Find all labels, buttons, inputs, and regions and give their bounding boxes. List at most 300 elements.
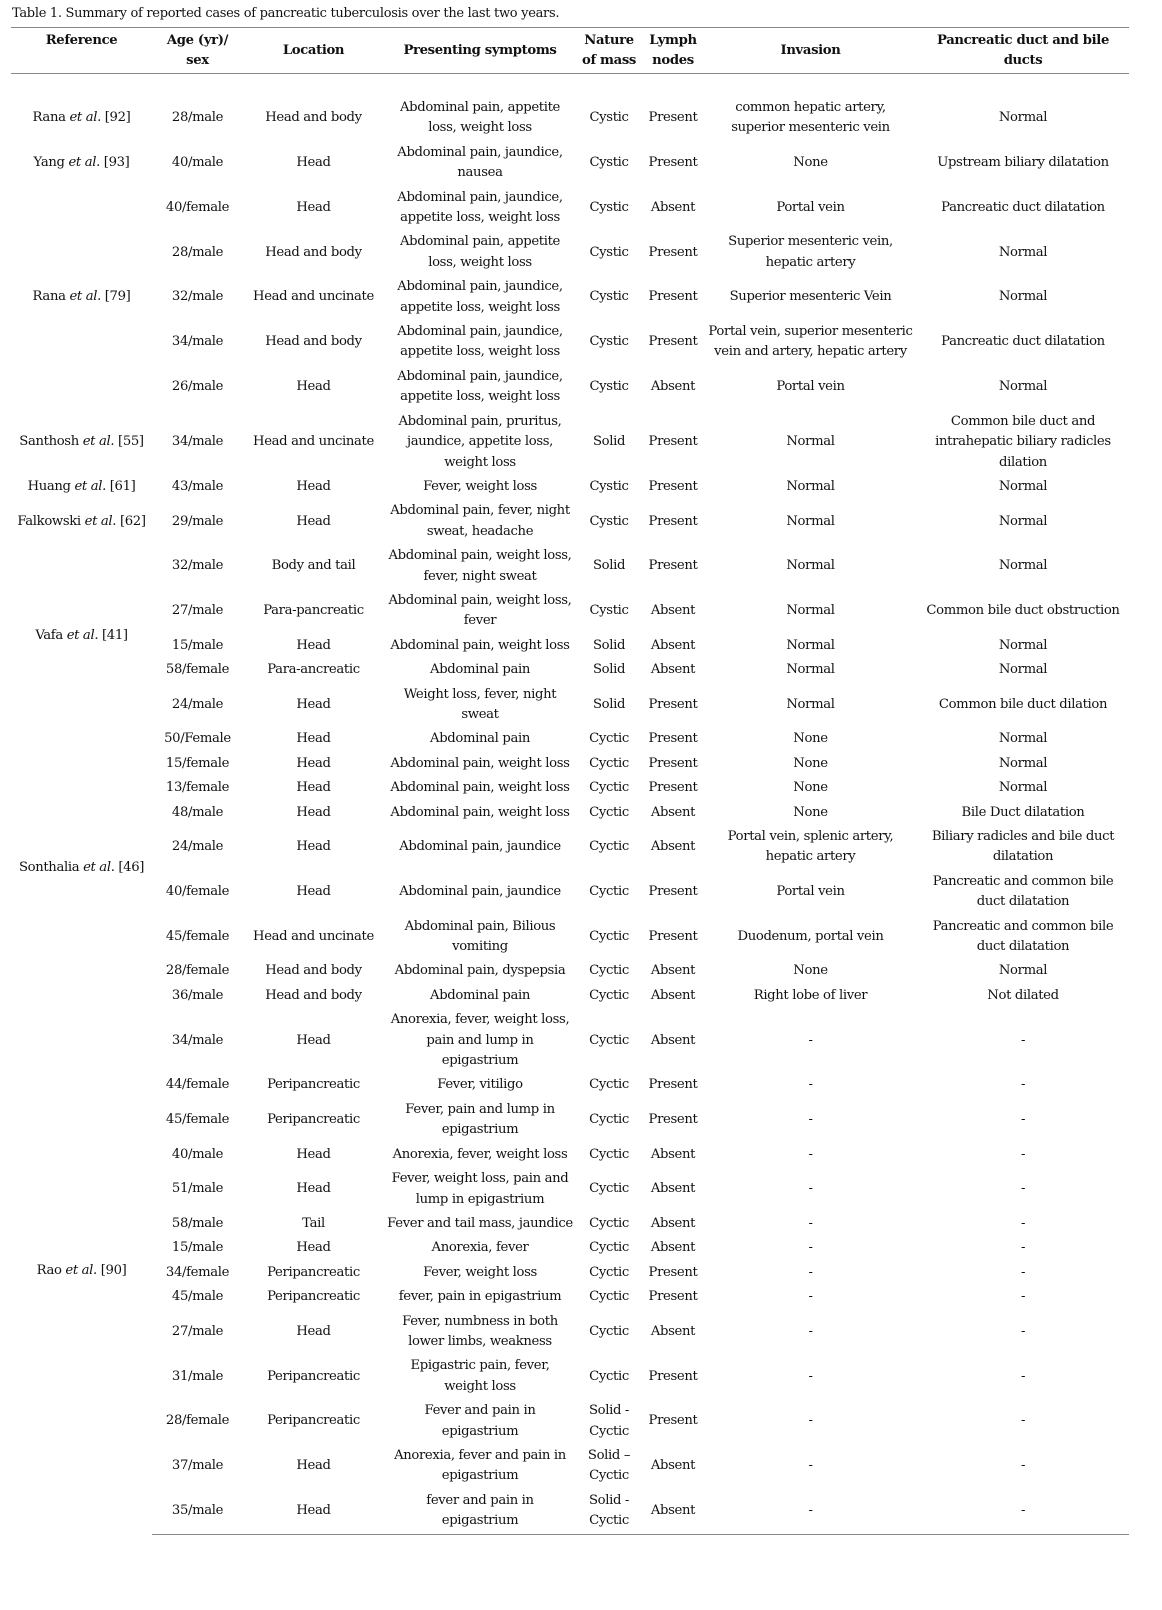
location-cell: Head [296,780,331,796]
reference-number: [55] [118,434,144,450]
invasion-cell: None [793,731,828,747]
invasion-cell: Normal [786,603,835,619]
lymph-nodes-cell: Present [648,513,698,529]
invasion-cell: Normal [786,434,835,450]
nature-of-mass-cell: Cyctic [589,1181,629,1197]
invasion-cell: - [808,1240,813,1256]
age-sex-cell: 32/male [171,558,224,574]
ducts-cell: Common bile duct dilation [938,696,1108,712]
nature-of-mass-cell: Cyctic [589,1289,629,1305]
nature-of-mass-cell: Cystic [589,289,629,305]
nature-of-mass-cell: Cyctic [589,1112,629,1128]
location-cell: Para-ancreatic [267,662,360,678]
nature-of-mass-cell: Cystic [589,155,629,171]
lymph-nodes-cell: Present [648,731,698,747]
table-row [11,475,1129,499]
lymph-nodes-cell: Absent [650,1032,696,1048]
lymph-nodes-cell: Present [648,1289,698,1305]
symptoms-cell: Anorexia, fever, weight loss [392,1146,568,1162]
lymph-nodes-cell: Present [648,434,698,450]
nature-of-mass-cell: Solid - Cyctic [576,1489,642,1534]
ducts-cell: - [1020,1112,1026,1128]
symptoms-cell: Fever and pain in epigastrium [424,1403,536,1439]
invasion-cell: Portal vein, splenic artery, hepatic artery [727,829,894,865]
nature-of-mass-cell: Cystic [589,379,629,395]
table-row [11,410,1129,475]
table-row [11,230,1129,275]
nature-of-mass-cell: Solid [592,662,626,678]
ducts-cell: - [1020,1032,1026,1048]
invasion-cell: - [808,1032,813,1048]
invasion-cell: - [808,1413,813,1429]
lymph-nodes-cell: Present [648,1264,698,1280]
table-row [11,752,1129,776]
reference-number: [79] [104,289,131,305]
nature-of-mass-cell: Solid [592,637,626,653]
age-sex-cell: 28/male [171,244,224,260]
table-row [11,915,1129,960]
col-header-lymph-nodes: Lymph nodes [642,28,704,74]
reference-author: Yang [33,155,65,171]
nature-of-mass-cell: Cystic [589,110,629,126]
location-cell: Head [296,513,331,529]
ducts-cell: Normal [998,289,1048,305]
age-sex-cell: 45/female [165,928,230,944]
age-sex-cell: 34/male [171,1032,224,1048]
ducts-cell: Normal [998,379,1048,395]
reference-author: Vafa [35,627,63,643]
spacer-row [11,74,1129,97]
table-row [11,186,1129,231]
table-caption: Table 1. Summary of reported cases of pancreatic tuberculosis over the last two years. [12,6,560,21]
reference-author: Falkowski [17,513,81,529]
lymph-nodes-cell: Absent [650,963,696,979]
table-row [11,727,1129,751]
invasion-cell: None [793,963,828,979]
symptoms-cell: Fever, weight loss, pain and lump in epigastrium [391,1171,569,1207]
nature-of-mass-cell: Cyctic [589,755,629,771]
invasion-cell: Portal vein [776,884,845,900]
location-cell: Head [296,637,331,653]
lymph-nodes-cell: Absent [650,1215,696,1231]
location-cell: Para-pancreatic [263,603,364,619]
lymph-nodes-cell: Present [648,110,698,126]
nature-of-mass-cell: Cystic [589,199,629,215]
reference-cell [11,186,152,410]
invasion-cell: Normal [786,478,835,494]
location-cell: Peripancreatic [267,1077,360,1093]
lymph-nodes-cell: Present [648,1413,698,1429]
ducts-cell: Pancreatic and common bile duct dilatation [932,918,1114,955]
col-header-invasion: Invasion [704,28,917,74]
age-sex-cell: 26/male [171,379,224,395]
location-cell: Head [296,696,331,712]
lymph-nodes-cell: Absent [650,987,696,1003]
symptoms-cell: Abdominal pain, weight loss [390,637,570,653]
reference-author: Santhosh [19,434,79,450]
location-cell: Head [296,755,331,771]
ducts-cell: Normal [998,637,1048,653]
nature-of-mass-cell: Solid [592,696,626,712]
reference-etal: et al. [65,1262,97,1278]
col-header-location: Location [243,28,384,74]
invasion-cell: Portal vein [776,379,845,395]
location-cell: Peripancreatic [267,1264,360,1280]
location-cell: Head [296,155,331,171]
symptoms-cell: Fever, numbness in both lower limbs, weakness [402,1313,558,1349]
age-sex-cell: 34/male [171,434,224,450]
lymph-nodes-cell: Present [648,558,698,574]
nature-of-mass-cell: Cyctic [589,987,629,1003]
symptoms-cell: Abdominal pain, jaundice, appetite loss, weight loss [397,324,563,360]
symptoms-cell: Abdominal pain, weight loss, fever [388,592,572,629]
lymph-nodes-cell: Present [648,696,698,712]
age-sex-cell: 58/female [165,662,230,678]
invasion-cell: None [793,804,828,820]
reference-number: [46] [118,859,145,875]
ducts-cell: Not dilated [987,987,1059,1003]
cases-table [11,27,1129,1535]
symptoms-cell: Anorexia, fever [431,1240,529,1256]
nature-of-mass-cell: Cystic [589,513,629,529]
table-row [11,825,1129,870]
symptoms-cell: Fever and tail mass, jaundice [387,1215,573,1231]
age-sex-cell: 40/female [165,199,230,215]
ducts-cell: Biliary radicles and bile duct dilatation [931,829,1115,865]
table-row [11,1143,1129,1167]
nature-of-mass-cell: Cystic [589,244,629,260]
col-header-ducts: Pancreatic duct and bile ducts [917,28,1129,74]
invasion-cell: Right lobe of liver [753,987,868,1003]
symptoms-cell: Abdominal pain [430,987,530,1003]
invasion-cell: None [793,755,828,771]
symptoms-cell: Abdominal pain, weight loss [390,755,570,771]
age-sex-cell: 35/male [152,1489,243,1534]
symptoms-cell: Abdominal pain, pruritus, jaundice, appetite loss, weight loss [398,413,562,470]
table-row [11,1399,1129,1444]
ducts-cell: Normal [998,662,1048,678]
ducts-cell: Common bile duct and intrahepatic biliary radicles dilation [935,413,1111,470]
lymph-nodes-cell: Absent [650,1458,696,1474]
nature-of-mass-cell: Solid [592,434,626,450]
nature-of-mass-cell: Cyctic [589,884,629,900]
location-cell: Head [296,379,331,395]
nature-of-mass-cell: Cyctic [589,1146,629,1162]
invasion-cell: Duodenum, portal vein [737,928,884,944]
location-cell: Head and body [265,987,362,1003]
reference-author: Huang [27,478,71,494]
symptoms-cell: Epigastric pain, fever, weight loss [410,1358,550,1394]
age-sex-cell: 34/male [171,334,224,350]
table-row [11,1489,1129,1534]
location-cell: Head [296,1240,331,1256]
reference-number: [92] [104,110,131,126]
location-cell: Head [296,1032,331,1048]
age-sex-cell: 13/female [165,780,230,796]
symptoms-cell: fever, pain in epigastrium [398,1289,562,1305]
reference-etal: et al. [83,859,115,875]
location-cell: Head and uncinate [253,289,374,305]
reference-number: [93] [103,155,130,171]
col-header-nature-of-mass: Nature of mass [576,28,642,74]
invasion-cell: - [808,1112,813,1128]
ducts-cell: - [1020,1146,1026,1162]
nature-of-mass-cell: Cyctic [589,731,629,747]
invasion-cell: Normal [786,513,835,529]
reference-etal: et al. [66,627,99,643]
ducts-cell: - [1020,1323,1026,1339]
age-sex-cell: 15/male [171,1240,224,1256]
age-sex-cell: 40/male [171,1146,224,1162]
reference-etal: et al. [69,289,101,305]
col-header-symptoms: Presenting symptoms [384,28,576,74]
ducts-cell: - [1020,1240,1026,1256]
lymph-nodes-cell: Absent [650,1181,696,1197]
nature-of-mass-cell: Cyctic [589,1264,629,1280]
reference-etal: et al. [69,110,101,126]
invasion-cell: Portal vein, superior mesenteric vein and artery, hepatic artery [708,324,913,360]
ducts-cell: Bile Duct dilatation [961,804,1085,820]
table-row [11,801,1129,825]
ducts-cell: - [1020,1181,1026,1197]
lymph-nodes-cell: Absent [650,662,696,678]
ducts-cell: Pancreatic duct dilatation [941,334,1105,350]
invasion-cell: - [704,1489,917,1534]
location-cell: Body and tail [271,558,356,574]
table-row [11,589,1129,634]
lymph-nodes-cell: Absent [650,1240,696,1256]
table-row [11,275,1129,320]
table-row [11,1310,1129,1355]
nature-of-mass-cell: Cyctic [589,780,629,796]
age-sex-cell: 34/female [165,1264,230,1280]
nature-of-mass-cell: Cyctic [589,928,629,944]
ducts-cell: Pancreatic and common bile duct dilatation [932,873,1114,910]
table-row [11,544,1129,589]
table-row [11,1098,1129,1143]
ducts-cell: Pancreatic duct dilatation [941,199,1105,215]
symptoms-cell: Abdominal pain, fever, night sweat, headache [390,503,570,539]
table-row [11,1285,1129,1309]
lymph-nodes-cell: Absent [650,839,696,855]
table-row [11,1354,1129,1399]
invasion-cell: Normal [786,662,835,678]
location-cell: Head [296,731,331,747]
symptoms-cell: fever and pain in epigastrium [384,1489,576,1534]
table-row [11,1444,1129,1489]
reference-number: [61] [109,478,136,494]
table-row [11,1236,1129,1260]
location-cell: Head [243,1489,384,1534]
reference-number: [41] [102,627,128,643]
location-cell: Head [296,839,331,855]
location-cell: Head and uncinate [253,928,374,944]
reference-etal: et al. [82,434,115,450]
invasion-cell: - [808,1181,813,1197]
age-sex-cell: 45/female [165,1112,230,1128]
table-row [11,1073,1129,1097]
table-row [11,984,1129,1008]
symptoms-cell: Abdominal pain, jaundice, nausea [397,144,563,181]
invasion-cell: - [808,1458,813,1474]
location-cell: Tail [302,1215,325,1231]
reference-cell [11,727,152,1008]
lymph-nodes-cell: Absent [650,603,696,619]
reference-cell [11,499,152,544]
age-sex-cell: 58/male [171,1215,224,1231]
nature-of-mass-cell: Cyctic [589,1077,629,1093]
invasion-cell: - [808,1146,813,1162]
table-row [11,96,1129,141]
lymph-nodes-cell: Present [648,334,698,350]
lymph-nodes-cell: Present [648,780,698,796]
reference-author: Rao [36,1262,62,1278]
ducts-cell: Normal [998,780,1048,796]
nature-of-mass-cell: Cyctic [589,1240,629,1256]
invasion-cell: - [808,1215,813,1231]
age-sex-cell: 24/male [171,839,224,855]
ducts-cell: - [1020,1458,1026,1474]
age-sex-cell: 27/male [171,1323,224,1339]
table-row [11,499,1129,544]
invasion-cell: Superior mesenteric Vein [729,289,892,305]
nature-of-mass-cell: Cyctic [589,1215,629,1231]
table-row [11,870,1129,915]
reference-etal: et al. [68,155,100,171]
invasion-cell: - [808,1323,813,1339]
lymph-nodes-cell: Present [648,1112,698,1128]
age-sex-cell: 40/female [165,884,230,900]
invasion-cell: Normal [786,637,835,653]
age-sex-cell: 36/male [171,987,224,1003]
symptoms-cell: Abdominal pain [430,731,530,747]
symptoms-cell: Fever, weight loss [423,478,537,494]
symptoms-cell: Fever, pain and lump in epigastrium [405,1101,555,1138]
location-cell: Head and body [265,244,362,260]
table-row [11,141,1129,186]
symptoms-cell: Abdominal pain, appetite loss, weight loss [399,234,560,270]
ducts-cell: - [1020,1289,1026,1305]
age-sex-cell: 31/male [171,1368,224,1384]
symptoms-cell: Abdominal pain, jaundice, appetite loss, weight loss [397,189,563,226]
ducts-cell: Normal [998,558,1048,574]
nature-of-mass-cell: Cystic [589,334,629,350]
table-row [11,1261,1129,1285]
symptoms-cell: Abdominal pain, jaundice, appetite loss, weight loss [397,279,563,315]
reference-author: Rana [32,289,66,305]
lymph-nodes-cell: Absent [650,637,696,653]
age-sex-cell: 51/male [171,1181,224,1197]
reference-cell [11,475,152,499]
age-sex-cell: 29/male [171,513,224,529]
nature-of-mass-cell: Solid [592,558,626,574]
header-row [11,28,1129,74]
col-header-age-sex: Age (yr)/ sex [152,28,243,74]
ducts-cell: Normal [998,755,1048,771]
ducts-cell: - [1020,1077,1026,1093]
table-row [11,1212,1129,1236]
symptoms-cell: Abdominal pain, jaundice, appetite loss, weight loss [397,368,563,405]
reference-cell [11,141,152,186]
lymph-nodes-cell: Present [648,928,698,944]
age-sex-cell: 44/female [165,1077,230,1093]
invasion-cell: None [793,155,828,171]
invasion-cell: common hepatic artery, superior mesenteric vein [731,100,890,136]
table-row [11,776,1129,800]
lymph-nodes-cell: Absent [650,379,696,395]
lymph-nodes-cell: Absent [642,1489,704,1534]
lymph-nodes-cell: Present [648,289,698,305]
invasion-cell: Normal [786,558,835,574]
lymph-nodes-cell: Present [648,1077,698,1093]
location-cell: Peripancreatic [267,1413,360,1429]
lymph-nodes-cell: Present [648,1368,698,1384]
symptoms-cell: Abdominal pain, weight loss [390,780,570,796]
location-cell: Peripancreatic [267,1289,360,1305]
location-cell: Head and body [265,963,362,979]
table-body [11,74,1129,1535]
ducts-cell: Normal [998,963,1048,979]
location-cell: Peripancreatic [267,1112,360,1128]
table-row [11,959,1129,983]
invasion-cell: - [808,1289,813,1305]
age-sex-cell: 37/male [171,1458,224,1474]
age-sex-cell: 48/male [171,804,224,820]
ducts-cell: - [1020,1215,1026,1231]
lymph-nodes-cell: Absent [650,1146,696,1162]
age-sex-cell: 28/male [171,110,224,126]
lymph-nodes-cell: Present [648,755,698,771]
table-row [11,1008,1129,1073]
age-sex-cell: 32/male [171,289,224,305]
ducts-cell: Normal [998,731,1048,747]
age-sex-cell: 15/male [171,637,224,653]
reference-author: Rana [32,110,66,126]
symptoms-cell: Anorexia, fever and pain in epigastrium [394,1447,566,1484]
symptoms-cell: Abdominal pain, jaundice [399,884,561,900]
age-sex-cell: 28/female [165,1413,230,1429]
location-cell: Head and body [265,334,362,350]
symptoms-cell: Weight loss, fever, night sweat [403,686,557,722]
reference-etal: et al. [84,513,117,529]
ducts-cell: - [1020,1264,1026,1280]
symptoms-cell: Anorexia, fever, weight loss, pain and lump in epigastrium [390,1012,570,1069]
nature-of-mass-cell: Solid - Cyctic [588,1403,630,1439]
location-cell: Head [296,1146,331,1162]
symptoms-cell: Abdominal pain, appetite loss, weight loss [399,100,560,136]
location-cell: Head and body [265,110,362,126]
nature-of-mass-cell: Cystic [589,478,629,494]
lymph-nodes-cell: Absent [650,804,696,820]
reference-author: Sonthalia [18,859,80,875]
age-sex-cell: 45/male [171,1289,224,1305]
invasion-cell: - [808,1368,813,1384]
location-cell: Head and uncinate [253,434,374,450]
age-sex-cell: 43/male [171,478,224,494]
invasion-cell: Superior mesenteric vein, hepatic artery [728,234,893,270]
invasion-cell: Normal [786,696,835,712]
symptoms-cell: Fever, vitiligo [437,1077,523,1093]
age-sex-cell: 15/female [165,755,230,771]
ducts-cell: - [917,1489,1129,1534]
invasion-cell: Portal vein [776,199,845,215]
symptoms-cell: Fever, weight loss [423,1264,537,1280]
symptoms-cell: Abdominal pain, Bilious vomiting [404,918,556,955]
lymph-nodes-cell: Present [648,155,698,171]
age-sex-cell: 27/male [171,603,224,619]
location-cell: Head [296,1458,331,1474]
symptoms-cell: Abdominal pain, weight loss, fever, night sweat [388,548,572,584]
